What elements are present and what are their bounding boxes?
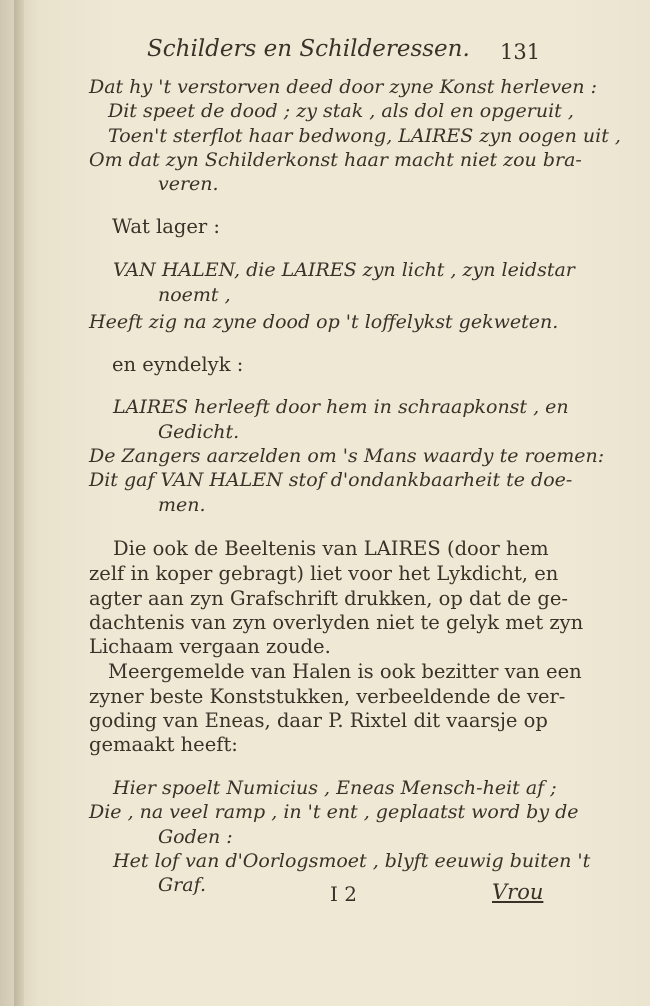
prose-line: agter aan zyn Grafschrift drukken, op dat de ge- (89, 587, 568, 610)
verse-line: Heeft zig na zyne dood op 't loffelykst gekweten. (89, 311, 559, 333)
verse-line: veren. (158, 173, 219, 195)
lead-in-text: Wat lager : (112, 215, 220, 238)
verse-line: Graf. (158, 874, 206, 896)
running-header-title: Schilders en Schilderessen. (147, 36, 470, 62)
prose-line: dachtenis van zyn overlyden niet te gelyk met zyn (89, 611, 584, 634)
verse-line: LAIRES herleeft door hem in schraapkonst , en (113, 396, 569, 418)
verse-line: Die , na veel ramp , in 't ent , geplaatst word by de (89, 801, 579, 823)
catchword: Vrou (492, 880, 544, 904)
page-gutter (14, 0, 24, 1006)
prose-line: goding van Eneas, daar P. Rixtel dit vaarsje op (89, 709, 548, 732)
verse-line: noemt , (158, 284, 231, 306)
prose-line: zyner beste Konststukken, verbeeldende de ver- (89, 685, 566, 708)
verse-line: Toen't sterflot haar bedwong, LAIRES zyn oogen uit , (108, 125, 621, 147)
prose-line: gemaakt heeft: (89, 733, 238, 756)
prose-line: zelf in koper gebragt) liet voor het Lykdicht, en (89, 562, 559, 585)
prose-line: Die ook de Beeltenis van LAIRES (door hem (113, 537, 549, 560)
verse-line: Dit speet de dood ; zy stak , als dol en opgeruit , (108, 100, 574, 122)
page-number: 131 (500, 40, 541, 64)
verse-line: Om dat zyn Schilderkonst haar macht niet zou bra- (89, 149, 582, 171)
prose-line: Lichaam vergaan zoude. (89, 635, 331, 658)
verse-line: Gedicht. (158, 421, 240, 443)
verse-line: Het lof van d'Oorlogsmoet , blyft eeuwig buiten 't (113, 850, 591, 872)
verse-line: Hier spoelt Numicius , Eneas Mensch-heit af ; (113, 777, 557, 799)
signature-mark: I 2 (330, 882, 357, 906)
verse-line: Goden : (158, 826, 233, 848)
lead-in-text: en eyndelyk : (112, 353, 244, 376)
verse-line: De Zangers aarzelden om 's Mans waardy te roemen: (89, 445, 605, 467)
verse-line: men. (158, 494, 206, 516)
verse-line: Dat hy 't verstorven deed door zyne Konst herleven : (89, 76, 597, 98)
verse-line: VAN HALEN, die LAIRES zyn licht , zyn leidstar (113, 259, 575, 281)
verse-line: Dit gaf VAN HALEN stof d'ondankbaarheit te doe- (89, 469, 573, 491)
prose-line: Meergemelde van Halen is ook bezitter van een (108, 660, 582, 683)
